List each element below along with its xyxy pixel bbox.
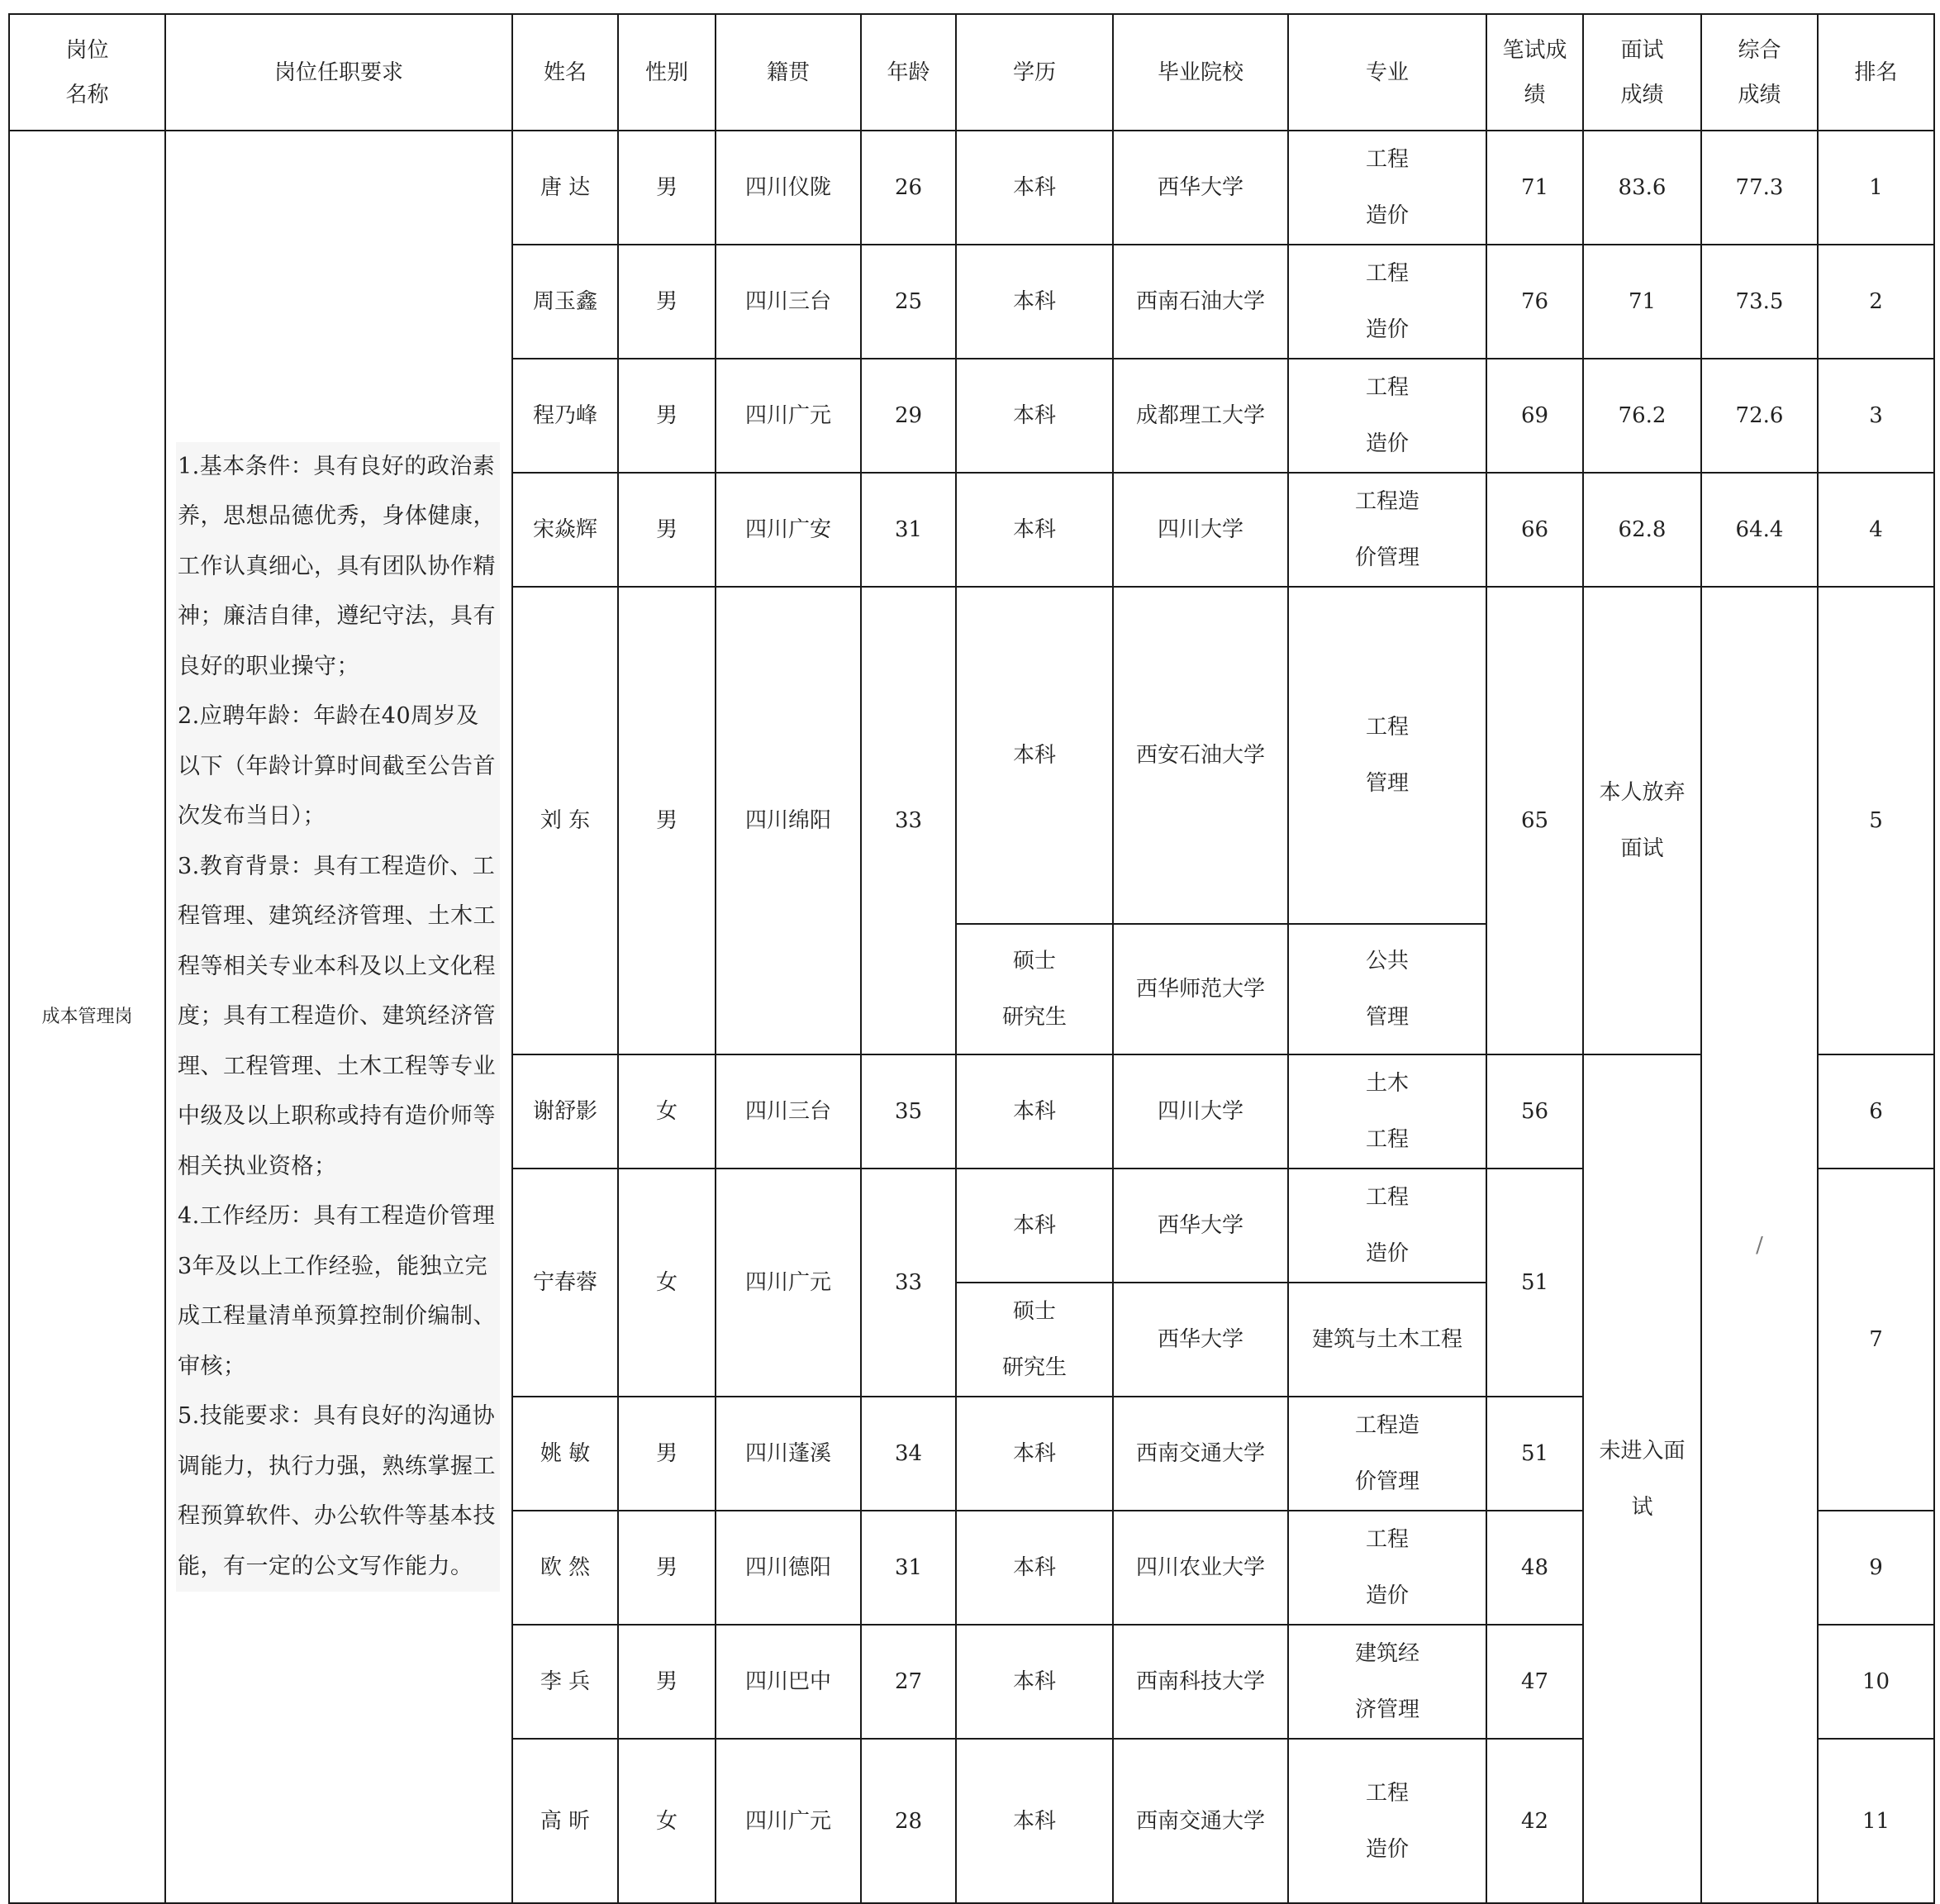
cell-school: 西南科技大学: [1113, 1625, 1288, 1739]
cell-name: 高 昕: [512, 1739, 618, 1903]
cell-origin: 四川巴中: [716, 1625, 861, 1739]
cell-gender: 男: [618, 1397, 716, 1511]
cell-age: 31: [861, 1511, 956, 1625]
cell-education: 硕士 研究生: [956, 924, 1113, 1054]
cell-age: 29: [861, 359, 956, 473]
cell-major: 土木 工程: [1288, 1054, 1486, 1169]
cell-name: 李 兵: [512, 1625, 618, 1739]
header-requirements: 岗位任职要求: [165, 14, 512, 131]
cell-age: 33: [861, 587, 956, 1054]
cell-written-score: 48: [1486, 1511, 1583, 1625]
cell-interview-score: 76.2: [1583, 359, 1701, 473]
header-major: 专业: [1288, 14, 1486, 131]
cell-written-score: 56: [1486, 1054, 1583, 1169]
cell-education: 本科: [956, 1054, 1113, 1169]
cell-origin: 四川仪陇: [716, 131, 861, 245]
cell-age: 35: [861, 1054, 956, 1169]
cell-gender: 男: [618, 587, 716, 1054]
cell-name: 刘 东: [512, 587, 618, 1054]
cell-name: 程乃峰: [512, 359, 618, 473]
cell-rank: 6: [1818, 1054, 1934, 1169]
cell-gender: 男: [618, 359, 716, 473]
cell-origin: 四川三台: [716, 245, 861, 359]
header-row: [9, 14, 1934, 131]
cell-rank: 4: [1818, 473, 1934, 587]
cell-origin: 四川绵阳: [716, 587, 861, 1054]
cell-age: 27: [861, 1625, 956, 1739]
cell-gender: 男: [618, 473, 716, 587]
cell-school: 四川农业大学: [1113, 1511, 1288, 1625]
position-cell: 成本管理岗: [9, 131, 165, 1903]
cell-origin: 四川广安: [716, 473, 861, 587]
cell-origin: 四川蓬溪: [716, 1397, 861, 1511]
cell-school: 西华大学: [1113, 1283, 1288, 1397]
header-name: 姓名: [512, 14, 618, 131]
cell-origin: 四川广元: [716, 359, 861, 473]
header-origin: 籍贯: [716, 14, 861, 131]
cell-rank: 5: [1818, 587, 1934, 1054]
cell-gender: 男: [618, 131, 716, 245]
cell-education: 本科: [956, 587, 1113, 924]
table-row: [9, 131, 1934, 245]
cell-school: 西安石油大学: [1113, 587, 1288, 924]
cell-education: 本科: [956, 245, 1113, 359]
cell-total-score: 77.3: [1701, 131, 1818, 245]
cell-origin: 四川三台: [716, 1054, 861, 1169]
cell-school: 成都理工大学: [1113, 359, 1288, 473]
header-interview-score: 面试 成绩: [1583, 14, 1701, 131]
cell-origin: 四川德阳: [716, 1511, 861, 1625]
cell-major: 工程 造价: [1288, 1511, 1486, 1625]
cell-education: 本科: [956, 131, 1113, 245]
results-table: [8, 13, 1935, 1904]
cell-major: 工程 管理: [1288, 587, 1486, 924]
cell-education: 本科: [956, 1511, 1113, 1625]
cell-written-score: 42: [1486, 1739, 1583, 1903]
cell-written-score: 69: [1486, 359, 1583, 473]
cell-written-score: 71: [1486, 131, 1583, 245]
cell-school: 四川大学: [1113, 473, 1288, 587]
cell-rank: 2: [1818, 245, 1934, 359]
cell-name: 周玉鑫: [512, 245, 618, 359]
cell-age: 33: [861, 1169, 956, 1397]
header-gender: 性别: [618, 14, 716, 131]
cell-written-score: 51: [1486, 1169, 1583, 1397]
cell-rank: 1: [1818, 131, 1934, 245]
header-age: 年龄: [861, 14, 956, 131]
cell-rank: 10: [1818, 1625, 1934, 1739]
cell-major: 建筑经 济管理: [1288, 1625, 1486, 1739]
cell-education: 本科: [956, 473, 1113, 587]
header-written-score: 笔试成 绩: [1486, 14, 1583, 131]
cell-name: 宋焱辉: [512, 473, 618, 587]
cell-rank: 9: [1818, 1511, 1934, 1625]
cell-gender: 女: [618, 1169, 716, 1397]
cell-gender: 男: [618, 1511, 716, 1625]
cell-education: 本科: [956, 359, 1113, 473]
cell-school: 西华大学: [1113, 1169, 1288, 1283]
cell-age: 31: [861, 473, 956, 587]
cell-interview-score: 83.6: [1583, 131, 1701, 245]
cell-name: 宁春蓉: [512, 1169, 618, 1397]
cell-written-score: 66: [1486, 473, 1583, 587]
cell-education: 本科: [956, 1739, 1113, 1903]
cell-education: 本科: [956, 1397, 1113, 1511]
cell-name: 姚 敏: [512, 1397, 618, 1511]
cell-major: 公共 管理: [1288, 924, 1486, 1054]
cell-age: 34: [861, 1397, 956, 1511]
cell-interview-score: 本人放弃 面试: [1583, 587, 1701, 1054]
header-total-score: 综合 成绩: [1701, 14, 1818, 131]
cell-name: 欧 然: [512, 1511, 618, 1625]
cell-written-score: 76: [1486, 245, 1583, 359]
cell-school: 西华师范大学: [1113, 924, 1288, 1054]
cell-total-score: 73.5: [1701, 245, 1818, 359]
requirements-text: 1.基本条件：具有良好的政治素养，思想品德优秀，身体健康，工作认真细心，具有团队协作精神；廉洁自律，遵纪守法，具有良好的职业操守； 2.应聘年龄：年龄在40周岁及以下（年龄计算时间截至公告首次发布当日）； 3.教育背景：具有工程造价、工程管理、建筑经济管理、土木工程等相关专业本科及以上文化程度；具有工程造价、建筑经济管理、工程管理、土木工程等专业中级及以上职称或持有造价师等相关执业资格； 4.工作经历：具有工程造价管理3年及以上工作经验，能独立完成工程量清单预算控制价编制、审核； 5.技能要求：具有良好的沟通协调能力，执行力强，熟练掌握工程预算软件、办公软件等基本技能，有一定的公文写作能力。: [176, 442, 500, 1592]
cell-major: 工程 造价: [1288, 1739, 1486, 1903]
cell-age: 25: [861, 245, 956, 359]
header-education: 学历: [956, 14, 1113, 131]
cell-name: 谢舒影: [512, 1054, 618, 1169]
cell-rank: 7: [1818, 1169, 1934, 1511]
cell-major: 建筑与土木工程: [1288, 1283, 1486, 1397]
cell-school: 西华大学: [1113, 131, 1288, 245]
cell-gender: 女: [618, 1054, 716, 1169]
cell-gender: 男: [618, 1625, 716, 1739]
cell-major: 工程 造价: [1288, 1169, 1486, 1283]
cell-education: 硕士 研究生: [956, 1283, 1113, 1397]
cell-education: 本科: [956, 1625, 1113, 1739]
cell-written-score: 65: [1486, 587, 1583, 1054]
requirements-cell: [165, 131, 512, 1903]
cell-written-score: 51: [1486, 1397, 1583, 1511]
cell-gender: 女: [618, 1739, 716, 1903]
cell-school: 西南交通大学: [1113, 1397, 1288, 1511]
cell-rank: 11: [1818, 1739, 1934, 1903]
cell-education: 本科: [956, 1169, 1113, 1283]
cell-major: 工程 造价: [1288, 131, 1486, 245]
cell-school: 西南交通大学: [1113, 1739, 1288, 1903]
header-position: 岗位 名称: [9, 14, 165, 131]
cell-rank: 3: [1818, 359, 1934, 473]
cell-major: 工程 造价: [1288, 245, 1486, 359]
cell-origin: 四川广元: [716, 1169, 861, 1397]
cell-interview-score: 71: [1583, 245, 1701, 359]
cell-total-score: 64.4: [1701, 473, 1818, 587]
cell-school: 西南石油大学: [1113, 245, 1288, 359]
cell-school: 四川大学: [1113, 1054, 1288, 1169]
cell-age: 28: [861, 1739, 956, 1903]
cell-age: 26: [861, 131, 956, 245]
cell-interview-not-entered: 未进入面 试: [1583, 1054, 1701, 1903]
cell-origin: 四川广元: [716, 1739, 861, 1903]
header-school: 毕业院校: [1113, 14, 1288, 131]
cell-interview-score: 62.8: [1583, 473, 1701, 587]
header-rank: 排名: [1818, 14, 1934, 131]
cell-written-score: 47: [1486, 1625, 1583, 1739]
cell-gender: 男: [618, 245, 716, 359]
cell-major: 工程 造价: [1288, 359, 1486, 473]
cell-major: 工程造 价管理: [1288, 1397, 1486, 1511]
cell-total-score-placeholder: /: [1701, 587, 1818, 1903]
cell-name: 唐 达: [512, 131, 618, 245]
cell-total-score: 72.6: [1701, 359, 1818, 473]
cell-major: 工程造 价管理: [1288, 473, 1486, 587]
